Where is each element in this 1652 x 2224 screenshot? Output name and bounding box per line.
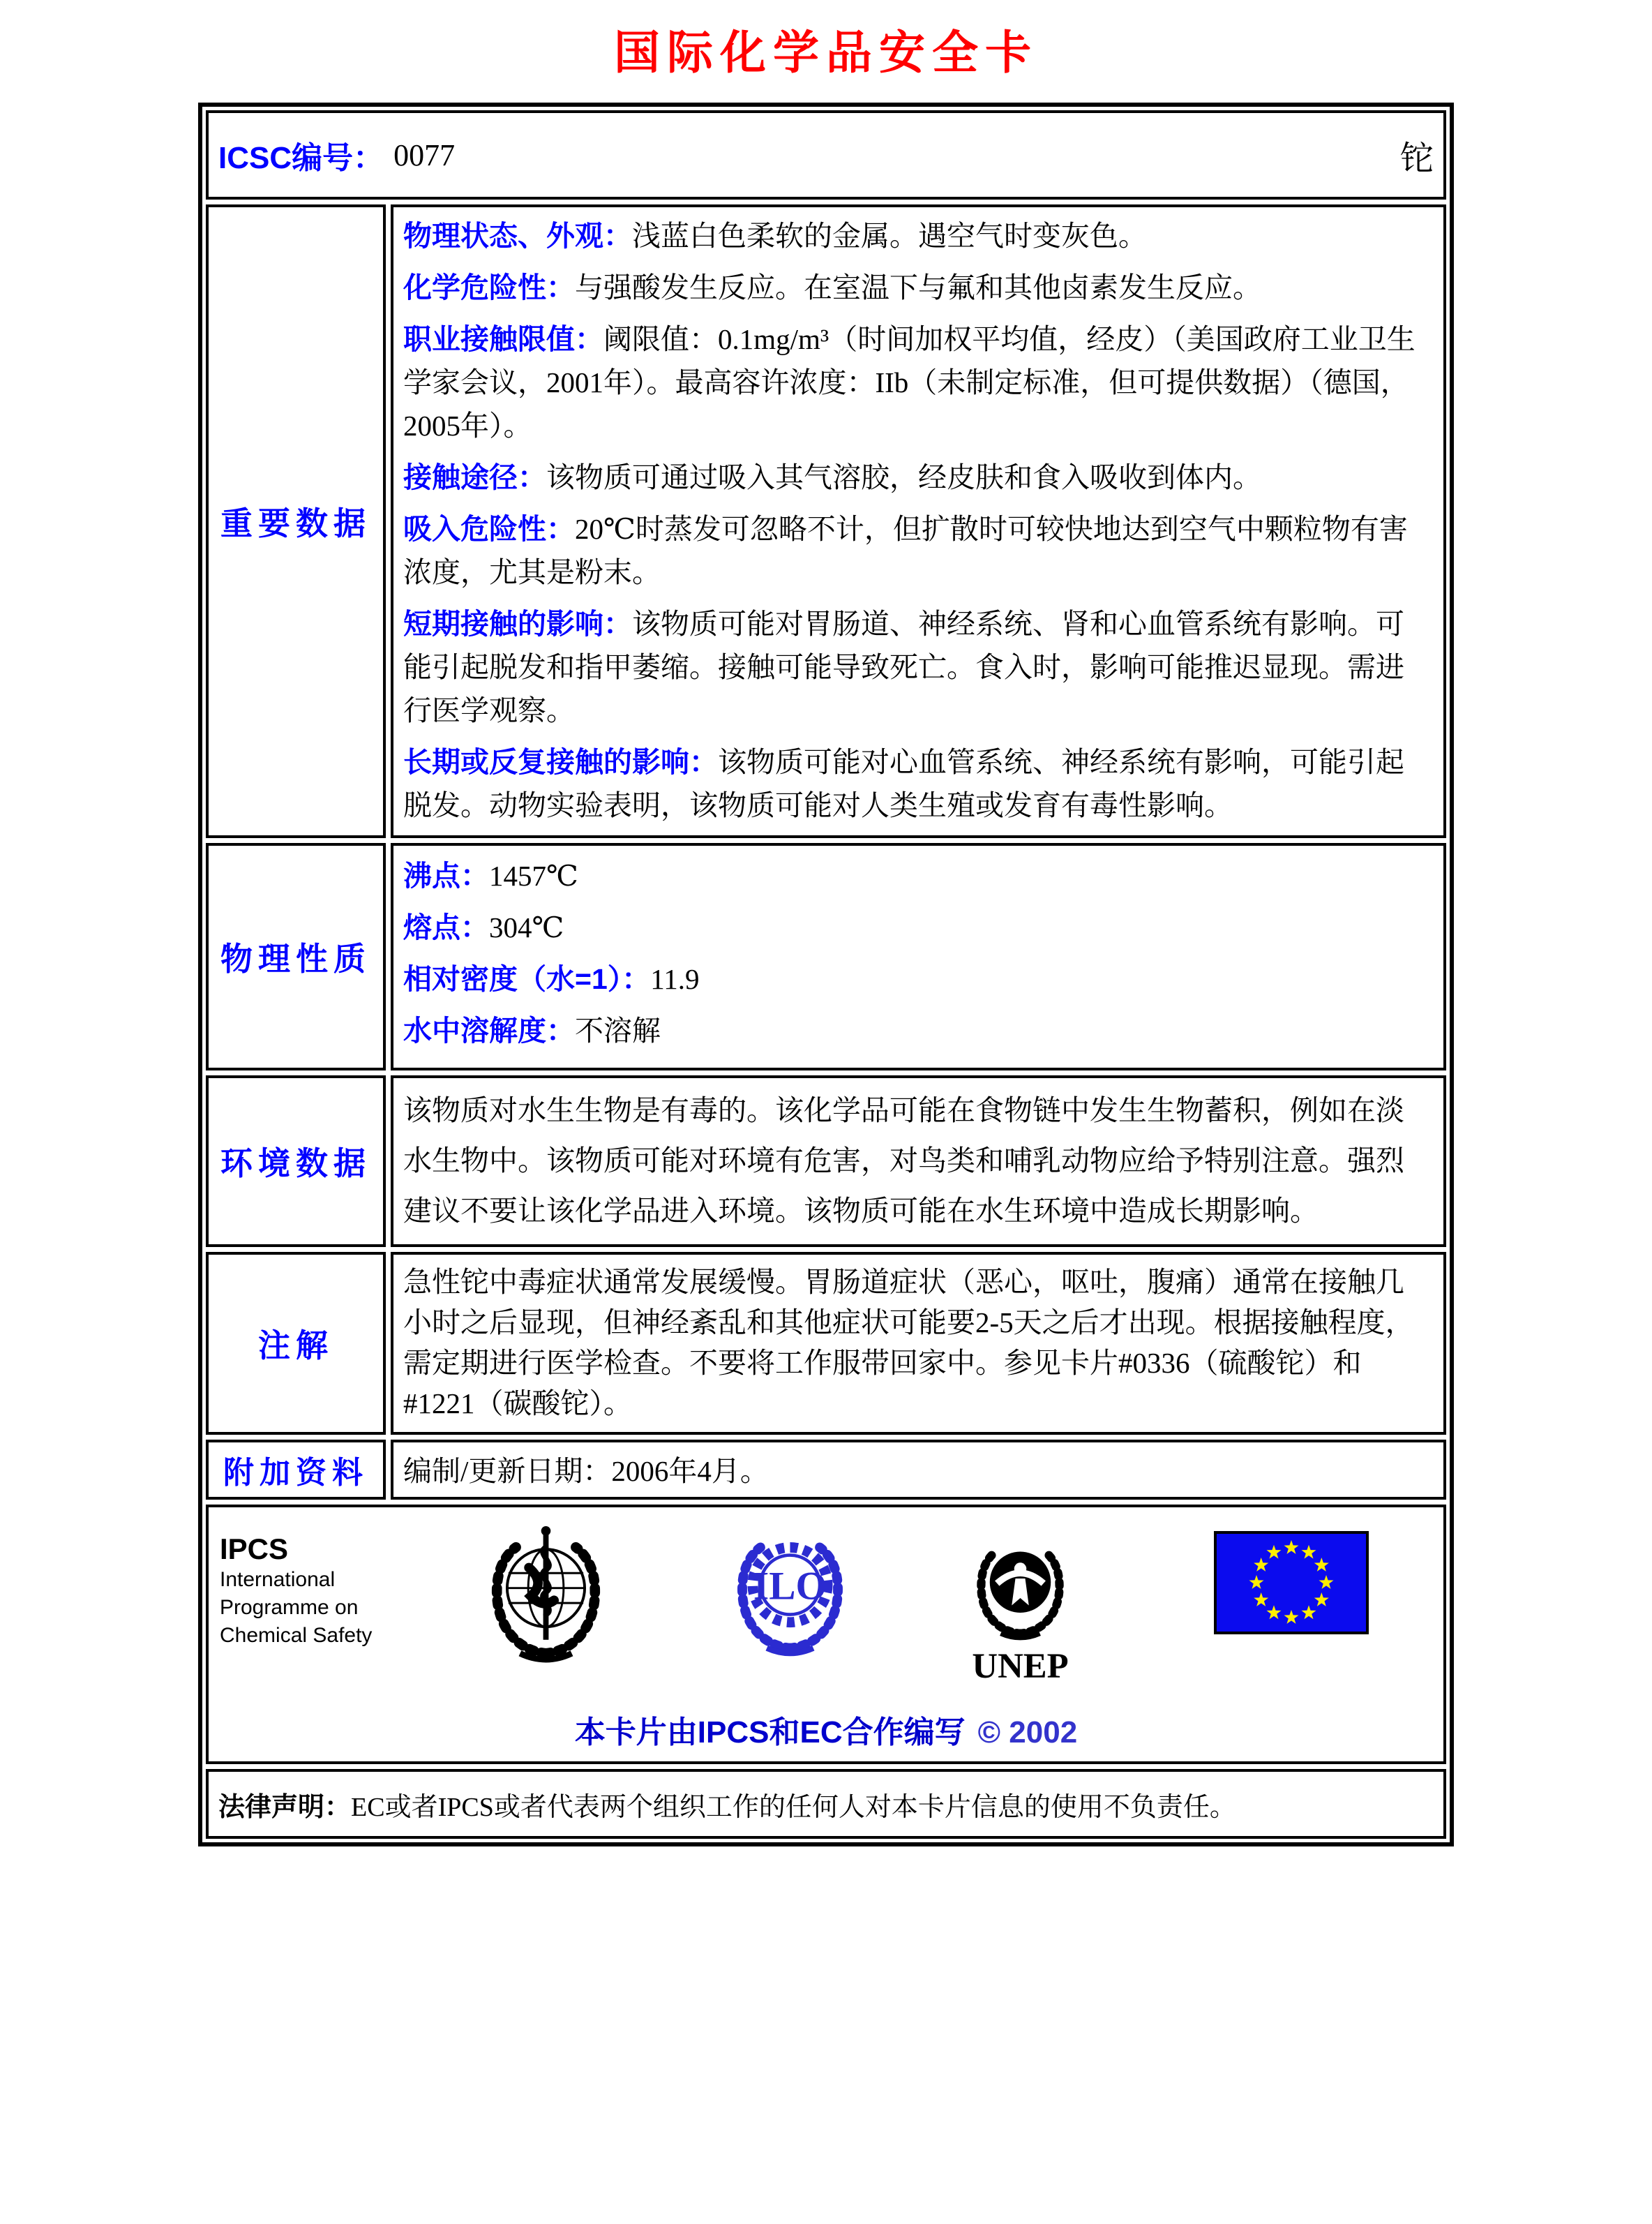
- item-label: 水中溶解度：: [403, 1015, 575, 1047]
- important-data-section-label: 重要数据: [206, 204, 386, 838]
- physical-properties-row: [206, 843, 1446, 1070]
- card-caption: [220, 1707, 1432, 1752]
- important-data-row: [206, 204, 1446, 838]
- physical-properties-content: [391, 843, 1446, 1070]
- item-text: 该物质可能对心血管系统、神经系统有影响，可能引起脱发。动物实验表明，该物质可能对人类生殖或发育有毒性影响。: [403, 746, 1404, 821]
- item-text: 浅蓝白色柔软的金属。遇空气时变灰色。: [632, 220, 1147, 252]
- item-label: 吸入危险性：: [403, 513, 575, 545]
- important-item: [403, 740, 1432, 827]
- item-text: 不溶解: [575, 1015, 661, 1047]
- notes-text: 急性铊中毒症状通常发展缓慢。胃肠道症状（恶心，呕吐，腹痛）通常在接触几小时之后显现，但神经紊乱和其他症状可能要2-5天之后才出现。根据接触程度，需定期进行医学检查。不要将工作服带回家中。参见卡片#0336（硫酸铊）和#1221（碳酸铊）。: [403, 1266, 1414, 1419]
- additional-info-section-label: 附加资料: [206, 1440, 386, 1500]
- icsc-number-value: 0077: [393, 137, 456, 172]
- ilo-logo-icon: [726, 1520, 855, 1663]
- item-text: 304℃: [489, 911, 564, 943]
- item-text: 20℃时蒸发可忽略不计，但扩散时可较快地达到空气中颗粒物有害浓度，尤其是粉末。: [403, 513, 1408, 588]
- notes-row: [206, 1252, 1446, 1435]
- eu-flag-icon: [1214, 1531, 1369, 1638]
- legal-notice-text: EC或者IPCS或者代表两个组织工作的任何人对本卡片信息的使用不负责任。: [351, 1792, 1236, 1822]
- important-item: [403, 214, 1432, 258]
- legal-notice-label: 法律声明：: [218, 1792, 352, 1822]
- ipcs-text-block: [220, 1520, 422, 1650]
- physical-item: [403, 1008, 1432, 1054]
- important-item: [403, 266, 1432, 309]
- icsc-header-cell: [206, 110, 1446, 200]
- environmental-data-content: [391, 1075, 1446, 1247]
- item-label: 沸点：: [403, 860, 489, 892]
- item-text: 与强酸发生反应。在室温下与氟和其他卤素发生反应。: [575, 271, 1261, 304]
- icsc-card-table: [198, 103, 1454, 1846]
- item-label: 职业接触限值：: [403, 323, 603, 355]
- important-item: [403, 456, 1432, 499]
- ipcs-line: International: [220, 1568, 336, 1591]
- caption-copyright: © 2002: [977, 1715, 1078, 1749]
- caption-text: 本卡片由IPCS和EC合作编写: [574, 1715, 966, 1749]
- page-title: 国际化学品安全卡: [614, 27, 1038, 78]
- icsc-header-row: [206, 110, 1446, 200]
- ipcs-title: IPCS: [220, 1532, 289, 1565]
- unep-letters: UNEP: [972, 1645, 1069, 1685]
- item-label: 相对密度（水=1）：: [403, 963, 651, 995]
- item-label: 短期接触的影响：: [403, 608, 632, 640]
- important-item: [403, 318, 1432, 447]
- ipcs-line: Programme on: [220, 1596, 359, 1619]
- item-label: 熔点：: [403, 911, 489, 943]
- additional-info-row: [206, 1440, 1446, 1500]
- item-label: 物理状态、外观：: [403, 220, 632, 252]
- item-label: 接触途径：: [403, 461, 546, 493]
- item-text: 11.9: [650, 963, 700, 995]
- notes-section-label: 注解: [206, 1252, 386, 1435]
- substance-name: 铊: [1399, 140, 1434, 177]
- who-logo-icon: [478, 1520, 614, 1670]
- important-data-content: [391, 204, 1446, 838]
- icsc-number-label: ICSC编号：: [218, 141, 384, 175]
- notes-content: [391, 1252, 1446, 1435]
- ipcs-line: Chemical Safety: [220, 1624, 373, 1647]
- item-label: 长期或反复接触的影响：: [403, 746, 718, 778]
- logos-row: [206, 1505, 1446, 1764]
- item-text: 该物质可能对胃肠道、神经系统、肾和心血管系统有影响。可能引起脱发和指甲萎缩。接触可能导致死亡。食入时，影响可能推迟显现。需进行医学观察。: [403, 608, 1404, 726]
- item-label: 化学危险性：: [403, 271, 575, 304]
- physical-properties-section-label: 物理性质: [206, 843, 386, 1070]
- physical-item: [403, 904, 1432, 950]
- physical-item: [403, 956, 1432, 1002]
- additional-info-content: [391, 1440, 1446, 1500]
- item-text: 1457℃: [489, 860, 578, 892]
- legal-notice-cell: [206, 1769, 1446, 1839]
- physical-item: [403, 853, 1432, 899]
- unep-logo-icon: [959, 1520, 1081, 1694]
- logos-cell: [206, 1505, 1446, 1764]
- item-text: 阈限值：0.1mg/m³（时间加权平均值，经皮）（美国政府工业卫生学家会议，2001年）。最高容许浓度：IIb（未制定标准，但可提供数据）（德国，2005年）。: [403, 323, 1416, 442]
- logos-strip: [220, 1520, 1432, 1694]
- important-item: [403, 507, 1432, 594]
- important-item: [403, 602, 1432, 732]
- additional-info-text: 编制/更新日期：2006年4月。: [403, 1455, 769, 1487]
- environmental-data-text: 该物质对水生生物是有毒的。该化学品可能在食物链中发生生物蓄积，例如在淡水生物中。该物质可能对环境有危害，对鸟类和哺乳动物应给予特别注意。强烈建议不要让该化学品进入环境。该物质可能在水生环境中造成长期影响。: [403, 1094, 1404, 1227]
- item-text: 该物质可通过吸入其气溶胶，经皮肤和食入吸收到体内。: [546, 461, 1261, 493]
- ilo-letters: ILO: [753, 1564, 827, 1609]
- environmental-data-section-label: 环境数据: [206, 1075, 386, 1247]
- environmental-data-row: [206, 1075, 1446, 1247]
- legal-notice-row: [206, 1769, 1446, 1839]
